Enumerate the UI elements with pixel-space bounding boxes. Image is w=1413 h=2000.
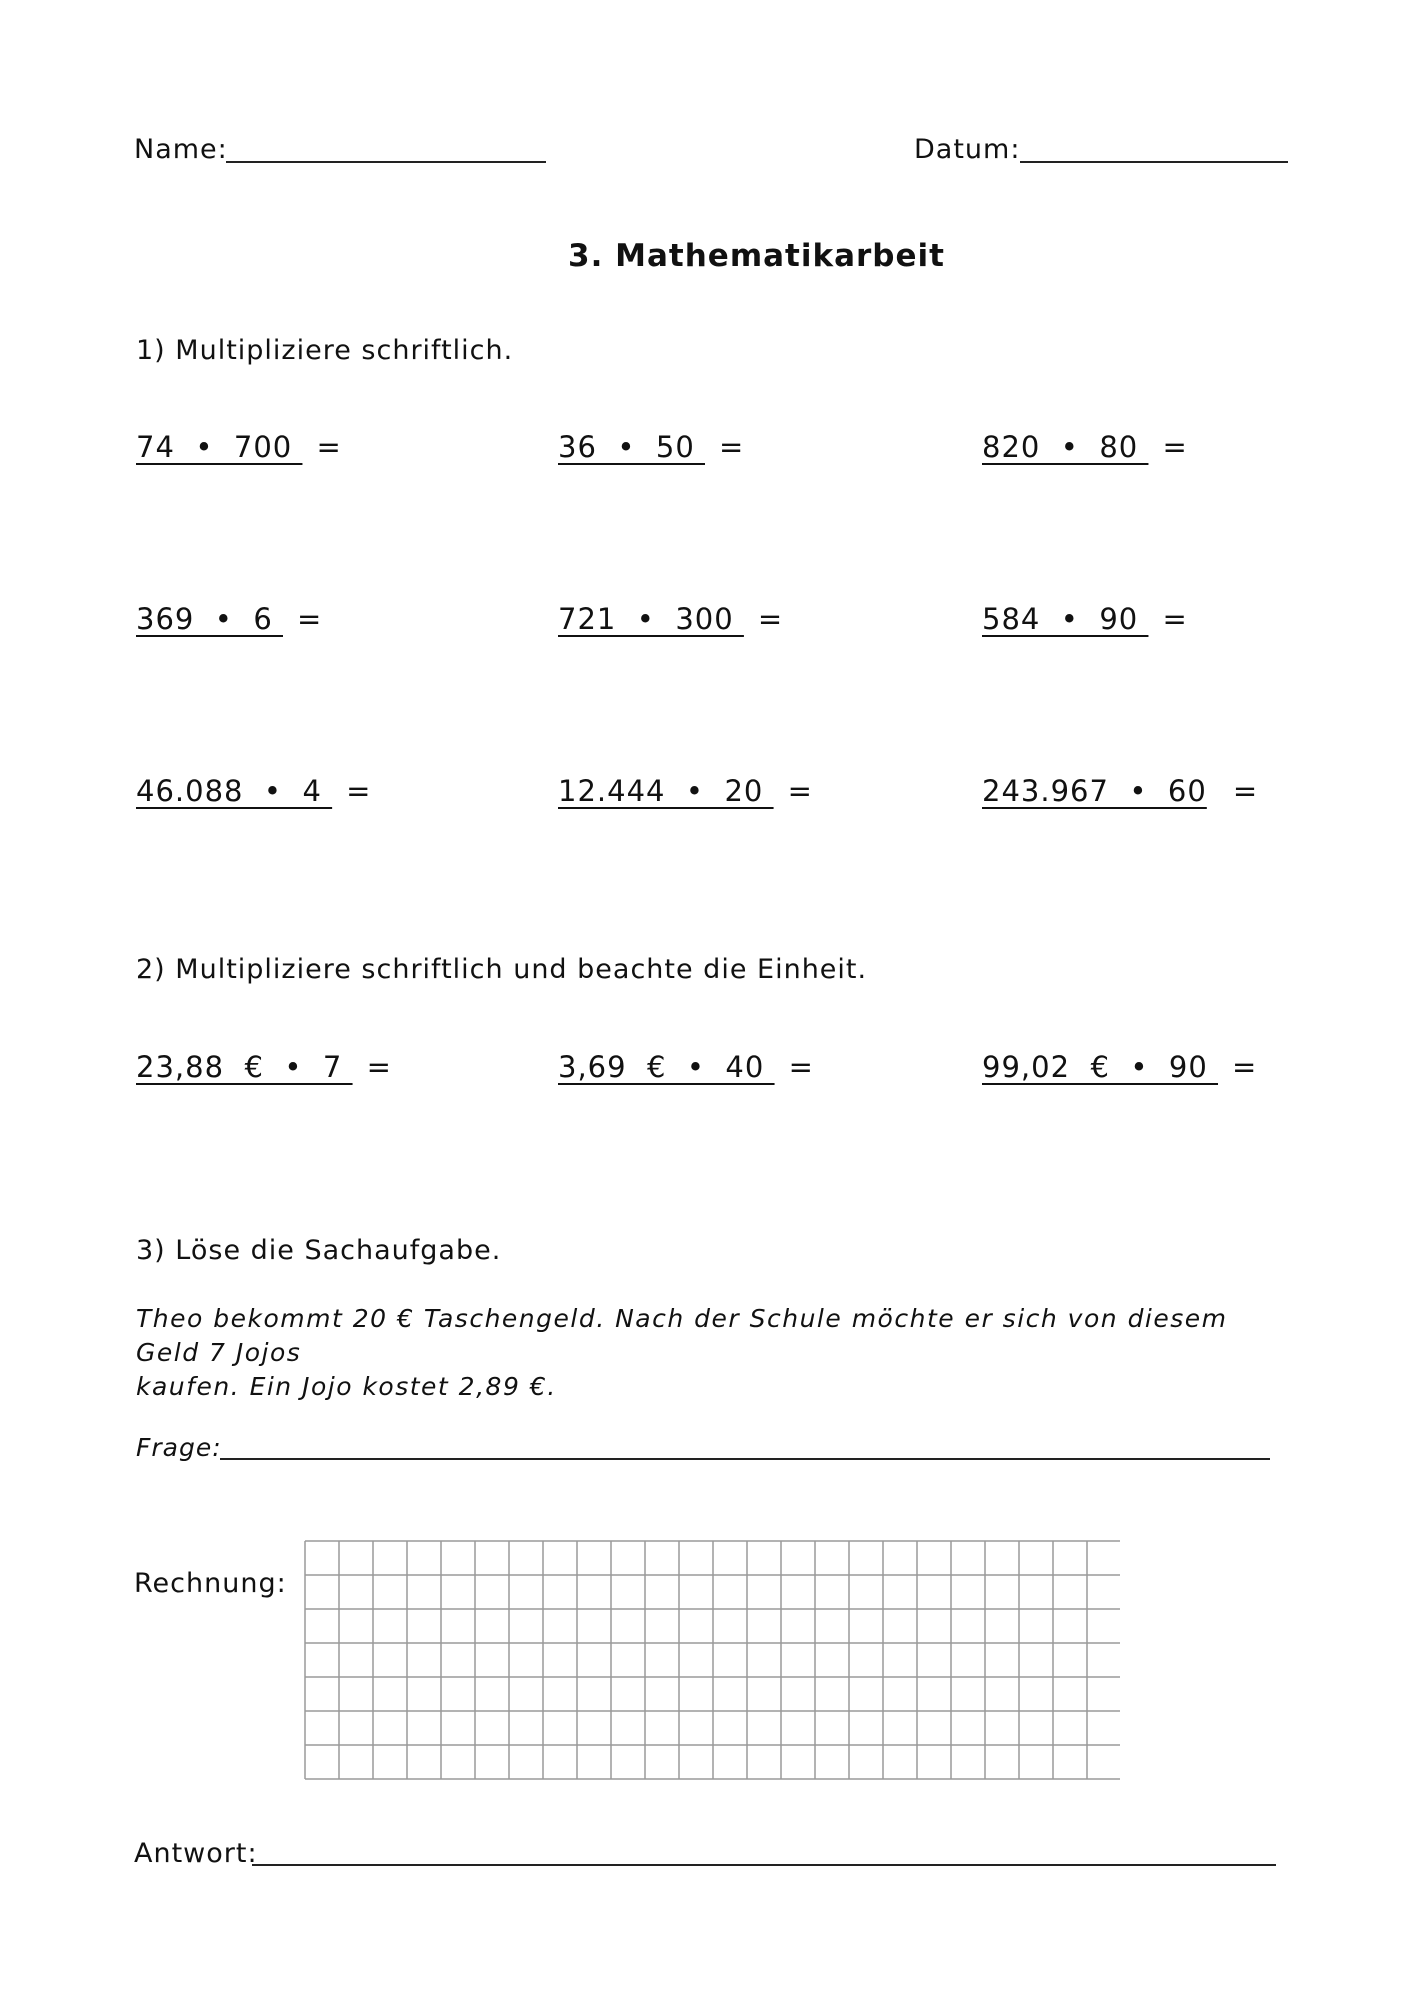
page-title: 3. Mathematikarbeit bbox=[568, 238, 945, 274]
section3-heading: 3) Löse die Sachaufgabe. bbox=[136, 1235, 502, 1266]
task-1-equals: = bbox=[316, 430, 342, 464]
word-problem-text bbox=[136, 1302, 1256, 1404]
word-problem-line-1: Theo bekommt 20 € Taschengeld. Nach der Schule möchte er sich von diesem Geld 7 Jojos bbox=[136, 1304, 1228, 1367]
task-3-expression: 820 • 80 bbox=[982, 430, 1149, 464]
task-8-expression: 12.444 • 20 bbox=[558, 774, 774, 808]
task-8[interactable] bbox=[558, 774, 813, 808]
task-3[interactable] bbox=[982, 430, 1188, 464]
task-4-equals: = bbox=[297, 602, 323, 636]
task-9-expression: 243.967 • 60 bbox=[982, 774, 1207, 808]
task-3-equals: = bbox=[1162, 430, 1188, 464]
answer-label: Antwort: bbox=[134, 1838, 258, 1869]
question-field[interactable] bbox=[220, 1458, 1270, 1460]
task-7[interactable] bbox=[136, 774, 371, 808]
question-label: Frage: bbox=[136, 1433, 222, 1462]
date-label: Datum: bbox=[914, 134, 1021, 165]
calculation-label: Rechnung: bbox=[134, 1568, 287, 1599]
unit-task-1-expression: 23,88 € • 7 bbox=[136, 1050, 353, 1084]
task-5-equals: = bbox=[757, 602, 784, 636]
unit-task-2[interactable] bbox=[558, 1050, 814, 1084]
task-4-expression: 369 • 6 bbox=[136, 602, 283, 636]
unit-task-3-equals: = bbox=[1232, 1050, 1258, 1084]
task-7-equals: = bbox=[346, 774, 372, 808]
task-5[interactable] bbox=[558, 602, 783, 636]
task-6-expression: 584 • 90 bbox=[982, 602, 1149, 636]
task-6[interactable] bbox=[982, 602, 1188, 636]
task-4[interactable] bbox=[136, 602, 322, 636]
task-2[interactable] bbox=[558, 430, 744, 464]
answer-field[interactable] bbox=[252, 1864, 1276, 1866]
task-1-expression: 74 • 700 bbox=[136, 430, 303, 464]
calculation-grid[interactable] bbox=[304, 1540, 1120, 1780]
unit-task-1[interactable] bbox=[136, 1050, 392, 1084]
section2-heading: 2) Multipliziere schriftlich und beachte die Einheit. bbox=[136, 954, 868, 985]
section1-heading: 1) Multipliziere schriftlich. bbox=[136, 335, 514, 366]
task-6-equals: = bbox=[1162, 602, 1188, 636]
task-5-expression: 721 • 300 bbox=[558, 602, 744, 636]
unit-task-3[interactable] bbox=[982, 1050, 1257, 1084]
unit-task-2-expression: 3,69 € • 40 bbox=[558, 1050, 775, 1084]
task-7-expression: 46.088 • 4 bbox=[136, 774, 333, 808]
task-8-equals: = bbox=[787, 774, 813, 808]
task-9-equals: = bbox=[1232, 774, 1259, 808]
date-field[interactable] bbox=[1020, 161, 1288, 163]
word-problem-line-2: kaufen. Ein Jojo kostet 2,89 €. bbox=[136, 1372, 557, 1401]
unit-task-2-equals: = bbox=[788, 1050, 814, 1084]
task-2-expression: 36 • 50 bbox=[558, 430, 705, 464]
unit-task-3-expression: 99,02 € • 90 bbox=[982, 1050, 1219, 1084]
task-1[interactable] bbox=[136, 430, 342, 464]
name-field[interactable] bbox=[226, 161, 546, 163]
task-9[interactable] bbox=[982, 774, 1258, 808]
name-label: Name: bbox=[134, 134, 228, 165]
task-2-equals: = bbox=[719, 430, 745, 464]
unit-task-1-equals: = bbox=[366, 1050, 392, 1084]
